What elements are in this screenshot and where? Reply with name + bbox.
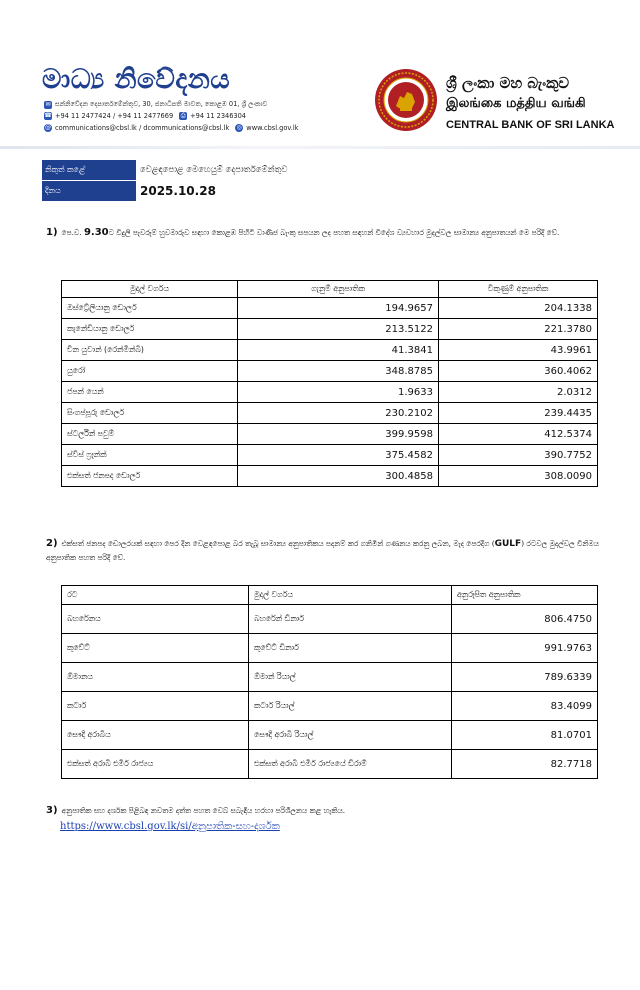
buy-rate-cell: 213.5122 <box>238 319 439 340</box>
sell-rate-cell: 412.5374 <box>439 424 598 445</box>
country-cell: ඕමානය <box>62 663 249 692</box>
issued-by-value: වෙළඳපොළ මෙහෙයුම් දෙපාර්තමේන්තුව <box>140 165 288 175</box>
currency-cell: එක්සත් ජනපද ඩොලර් <box>62 466 238 487</box>
email-text[interactable]: communications@cbsl.lk / dcommunications@cbsl.lk <box>55 124 230 132</box>
fax-text: +94 11 2346304 <box>190 112 247 120</box>
phone-line <box>44 112 246 120</box>
page-title: මාධ්‍ය නිවේදනය <box>42 64 231 95</box>
globe-icon: ◎ <box>236 124 242 131</box>
issued-by-label: නිකුත් කළේ <box>42 160 136 180</box>
currency-cell: ජපන් යෙන් <box>62 382 238 403</box>
column-header: මුදල් වර්ගය <box>62 281 238 298</box>
currency-cell: බහරේන් ඩිනාර් <box>249 605 452 634</box>
table-row <box>62 605 598 634</box>
currency-cell: කටාර් රියාල් <box>249 692 452 721</box>
table-row <box>62 466 598 487</box>
currency-cell: එක්සත් අරාබි එමීර් රාජ්‍යයේ ඩිරාම් <box>249 750 452 779</box>
sell-rate-cell: 43.9961 <box>439 340 598 361</box>
table-row <box>62 382 598 403</box>
address-line <box>44 100 267 109</box>
currency-cell: ස්විස් ෆ්‍රෑන්ක් <box>62 445 238 466</box>
fax-icon: ⎙ <box>180 112 186 119</box>
paragraph-1: 1) පෙ.ව. 9.30ට විදුලි පැවරුම් හුවමාරුව සඳහා කොළඹ පිහිටි වාණිජ බැංකු සපයන ලද පහත සඳහන් විදේශ ව්‍යවහාර මුදල්වල සාමාන්‍ය අනුපාතයන් මෙ පරිදි වේ. <box>46 227 560 238</box>
table-row <box>62 721 598 750</box>
buy-rate-cell: 41.3841 <box>238 340 439 361</box>
table-row <box>62 663 598 692</box>
rates-link[interactable]: https://www.cbsl.gov.lk/si/අනුපාතික-සහ-දර්ශක <box>60 821 280 832</box>
rate-cell: 789.6339 <box>452 663 598 692</box>
currency-cell: චීන යුවාන් (රෙන්මින්බි) <box>62 340 238 361</box>
sell-rate-cell: 360.4062 <box>439 361 598 382</box>
sell-rate-cell: 221.3780 <box>439 319 598 340</box>
column-header: රට <box>62 586 249 605</box>
sell-rate-cell: 239.4435 <box>439 403 598 424</box>
buy-rate-cell: 348.8785 <box>238 361 439 382</box>
country-cell: සෞදි අරාබිය <box>62 721 249 750</box>
table-row <box>62 750 598 779</box>
country-cell: බහරේනය <box>62 605 249 634</box>
buy-rate-cell: 194.9657 <box>238 298 439 319</box>
address-text: සන්නිවේදන දෙපාර්තමේන්තුව, 30, ජනාධිපති මාවත, කොළඹ 01, ශ්‍රී ලංකාව <box>55 100 268 108</box>
currency-cell: ඕමාන් රියාල් <box>249 663 452 692</box>
country-cell: එක්සත් අරාබි එමීර් රාජ්‍යය <box>62 750 249 779</box>
bank-name-english: CENTRAL BANK OF SRI LANKA <box>446 119 615 131</box>
rate-cell: 991.9763 <box>452 634 598 663</box>
table-row <box>62 424 598 445</box>
table-row <box>62 445 598 466</box>
website-text[interactable]: www.cbsl.gov.lk <box>246 124 299 132</box>
column-header: විකුණුම් අනුපාතික <box>439 281 598 298</box>
table-row <box>62 634 598 663</box>
mail-icon: ✉ <box>45 100 51 108</box>
table-row <box>62 298 598 319</box>
table-row <box>62 692 598 721</box>
currency-cell: ඔස්ට්‍රේලියානු ඩොලර් <box>62 298 238 319</box>
currency-cell: කුවේට් ඩිනාර් <box>249 634 452 663</box>
table-row <box>62 361 598 382</box>
rate-cell: 83.4099 <box>452 692 598 721</box>
paragraph-2: 2) එක්සත් ජනපද ඩොලරයක් සඳහා පෙර දින වෙළඳපොළ බර තැබූ සාමාන්‍ය අනුපාතිකය පදනම් කර ගනිමින් ගණනය කරනු ලබන, මැද පෙරදිග (GULF) රටවල මුදල්වල විනිමය අනුපාතික පහත පරිදි වේ. <box>46 538 599 562</box>
country-cell: කුවේට් <box>62 634 249 663</box>
column-header: අනුරූපිත අනුපාතික <box>452 586 598 605</box>
country-cell: කටාර් <box>62 692 249 721</box>
currency-cell: යුරෝ <box>62 361 238 382</box>
at-icon: @ <box>45 124 51 131</box>
currency-cell: ස්ටර්ලින් පවුම් <box>62 424 238 445</box>
time-value: 9.30 <box>83 227 109 238</box>
phone-icon: ☎ <box>44 112 52 119</box>
paragraph-number: 1) <box>46 227 58 238</box>
table-row <box>62 340 598 361</box>
rate-cell: 81.0701 <box>452 721 598 750</box>
buy-rate-cell: 375.4582 <box>238 445 439 466</box>
paragraph-3: 3) අනුපාතික සහ දර්ශක පිළිබඳ නවතම දත්ත පහත වෙබ් සබැඳිය හරහා පරිශීලනය කළ හැකිය. <box>46 805 346 816</box>
bank-name-tamil: இலங்கை மத்திய வங்கி <box>446 96 586 111</box>
buy-rate-cell: 230.2102 <box>238 403 439 424</box>
buy-rate-cell: 1.9633 <box>238 382 439 403</box>
sell-rate-cell: 2.0312 <box>439 382 598 403</box>
currency-cell: කැනේඩියානු ඩොලර් <box>62 319 238 340</box>
exchange-rates-table <box>61 280 598 487</box>
date-label: දිනය <box>42 181 136 201</box>
paragraph-number: 3) <box>46 805 58 816</box>
table-row <box>62 319 598 340</box>
column-header: මුදල් වර්ගය <box>249 586 452 605</box>
buy-rate-cell: 399.9598 <box>238 424 439 445</box>
header-divider <box>0 146 640 149</box>
buy-rate-cell: 300.4858 <box>238 466 439 487</box>
date-value: 2025.10.28 <box>140 184 216 198</box>
currency-cell: සෞදි අරාබි රියාල් <box>249 721 452 750</box>
table-row <box>62 403 598 424</box>
phone-text: +94 11 2477424 / +94 11 2477669 <box>55 112 174 120</box>
rate-cell: 82.7718 <box>452 750 598 779</box>
currency-cell: සිංගප්පූරු ඩොලර් <box>62 403 238 424</box>
sell-rate-cell: 204.1338 <box>439 298 598 319</box>
bank-name-sinhala: ශ්‍රී ලංකා මහ බැංකුව <box>446 74 570 92</box>
cbsl-seal-logo <box>374 68 438 132</box>
sell-rate-cell: 308.0090 <box>439 466 598 487</box>
column-header: ගැනුම් අනුපාතික <box>238 281 439 298</box>
gulf-rates-table <box>61 585 598 779</box>
paragraph-number: 2) <box>46 538 58 549</box>
rate-cell: 806.4750 <box>452 605 598 634</box>
table-header-row <box>62 586 598 605</box>
email-line <box>44 124 299 132</box>
sell-rate-cell: 390.7752 <box>439 445 598 466</box>
table-header-row <box>62 281 598 298</box>
